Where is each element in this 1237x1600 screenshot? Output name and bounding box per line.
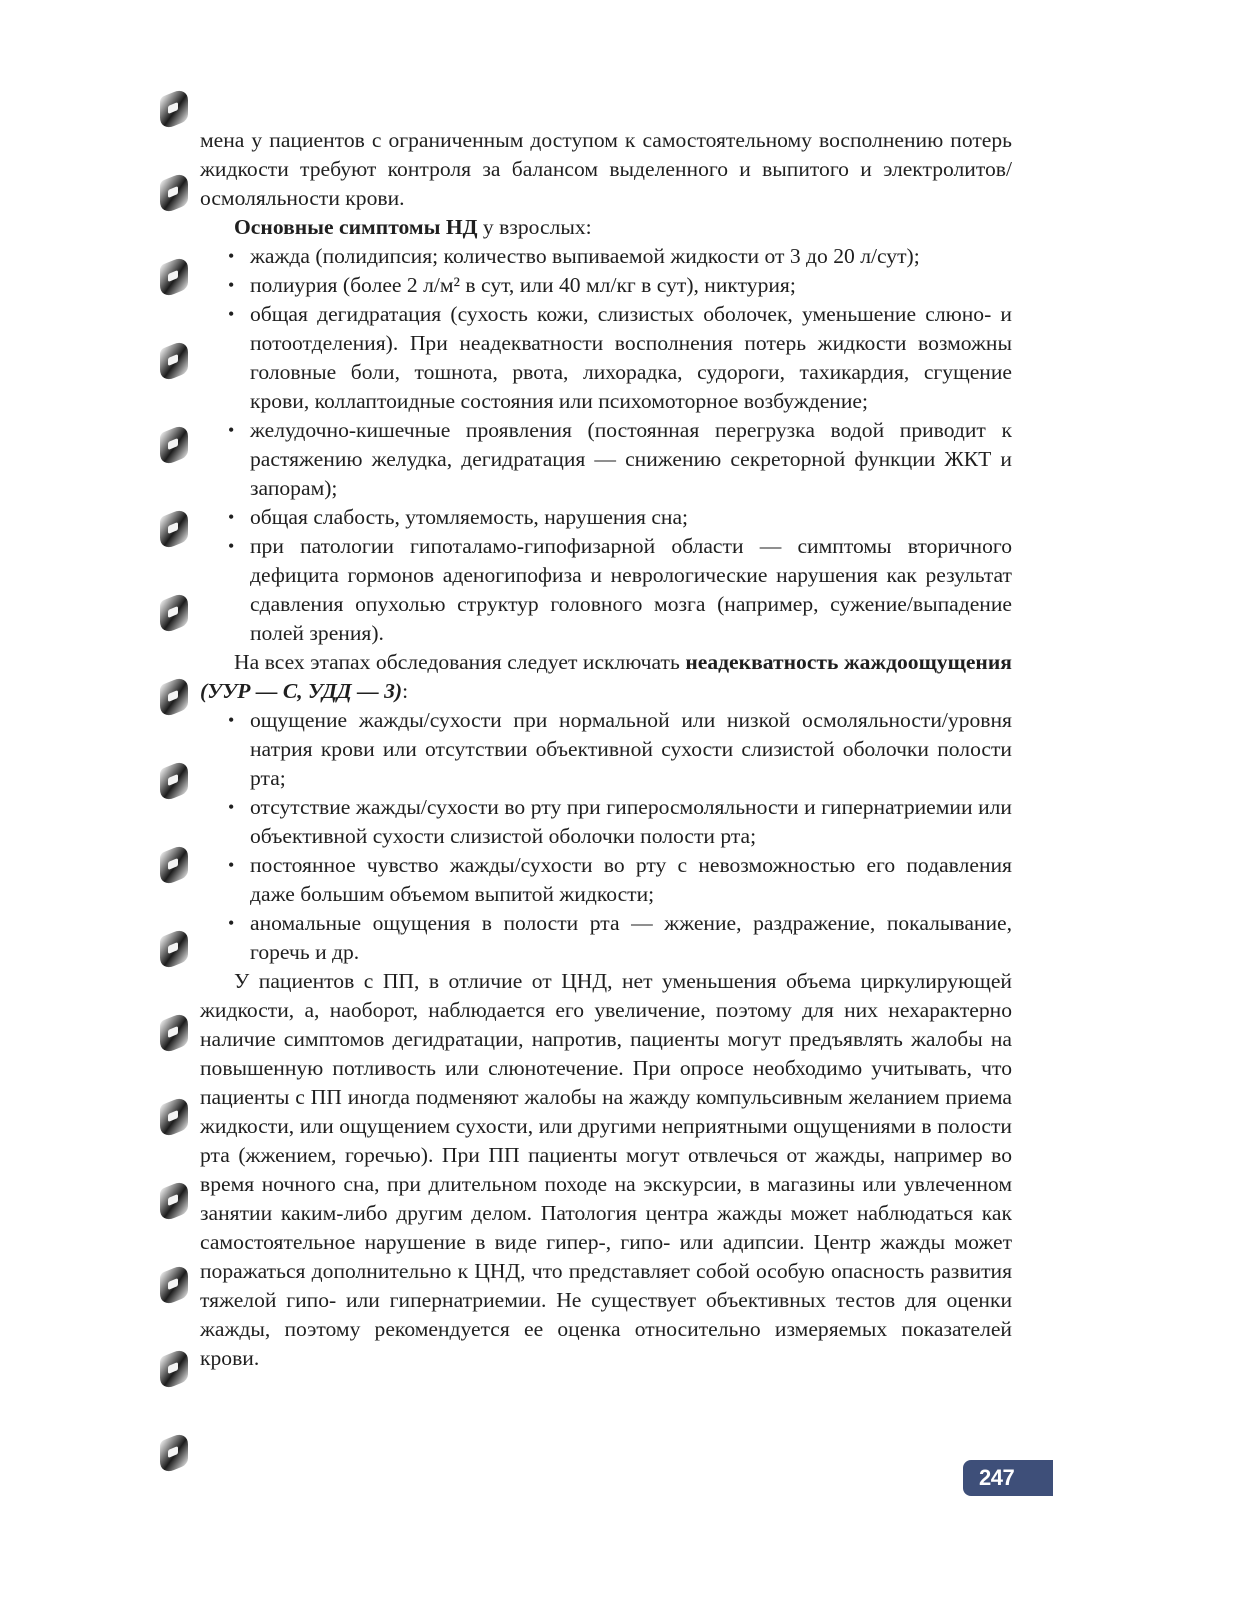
spiral-ring [158,508,190,554]
list-item: • желудочно-кишечные проявления (постоянная перегрузка водой приводит к растяжению желудка, дегидратация — снижению секреторной функции ЖКТ и запорам); [200,416,1012,503]
symptoms-heading-bold: Основные симптомы НД [234,215,478,239]
symptoms-heading [200,213,1012,242]
spiral-ring [158,1012,190,1058]
list-item: • постоянное чувство жажды/сухости во рту с невозможностью его подавления даже большим объемом выпитой жидкости; [200,851,1012,909]
spiral-binding [158,78,198,1538]
thirst-heading-normal: На всех этапах обследования следует исключать [234,650,686,674]
spiral-ring [158,1264,190,1310]
symptoms-heading-normal: у взрослых: [477,215,592,239]
thirst-heading-bold: неадекватность жаждоощущения [685,650,1012,674]
list-item: • аномальные ощущения в полости рта — жжение, раздражение, покалывание, горечь и др. [200,909,1012,967]
thirst-heading [200,648,1012,706]
page-text [200,126,1012,1373]
list-item: • общая слабость, утомляемость, нарушения сна; [200,503,1012,532]
list-item: • ощущение жажды/сухости при нормальной или низкой осмоляльности/уровня натрия крови или отсутствии объективной сухости слизистой оболочки полости рта; [200,706,1012,793]
spiral-ring [158,676,190,722]
spiral-ring [158,592,190,638]
list-item: • отсутствие жажды/сухости во рту при гиперосмоляльности и гипернатриемии или объективной сухости слизистой оболочки полости рта; [200,793,1012,851]
spiral-ring [158,88,190,134]
page-number: 247 [963,1460,1053,1496]
list-item: • полиурия (более 2 л/м² в сут, или 40 мл/кг в сут), никтурия; [200,271,1012,300]
thirst-heading-tail: : [402,679,409,703]
spiral-ring [158,340,190,386]
symptoms-list [200,242,1012,648]
intro-paragraph: мена у пациентов с ограниченным доступом к самостоятельному восполнению потерь жидкости требуют контроля за балансом выделенного и выпитого и электролитов/осмоляльности крови. [200,128,1012,210]
final-paragraph: У пациентов с ПП, в отличие от ЦНД, нет уменьшения объема циркулирующей жидкости, а, наоборот, наблюдается его увеличение, поэтому для них нехарактерно наличие симптомов дегидратации, напротив, пациенты могут предъявлять жалобы на повышенную потливость или слюнотечение. При опросе необходимо учитывать, что пациенты с ПП иногда подменяют жалобы на жажду компульсивным желанием приема жидкости, или ощущением сухости, или другими неприятными ощущениями в полости рта (жжением, горечью). При ПП пациенты могут отвлечься от жажды, например во время ночного сна, при длительном походе на экскурсии, в магазины или увлеченном занятии каким-либо другим делом. Патология центра жажды может наблюдаться как самостоятельное нарушение в виде гипер-, гипо- или адипсии. Центр жажды может поражаться дополнительно к ЦНД, что представляет собой особую опасность развития тяжелой гипо- или гипернатриемии. Не существует объективных тестов для оценки жажды, поэтому рекомендуется ее оценка относительно измеряемых показателей крови. [200,969,1012,1370]
spiral-ring [158,172,190,218]
spiral-ring [158,844,190,890]
spiral-ring [158,1096,190,1142]
spiral-ring [158,1180,190,1226]
list-item: • жажда (полидипсия; количество выпиваемой жидкости от 3 до 20 л/сут); [200,242,1012,271]
spiral-ring [158,760,190,806]
spiral-ring [158,256,190,302]
list-item: • при патологии гипоталамо-гипофизарной области — симптомы вторичного дефицита гормонов аденогипофиза и неврологические нарушения как результат сдавления опухолью структур головного мозга (например, сужение/выпадение полей зрения). [200,532,1012,648]
spiral-ring [158,928,190,974]
spiral-ring [158,424,190,470]
spiral-ring [158,1432,190,1478]
thirst-heading-evidence: (УУР — С, УДД — 3) [200,679,403,703]
spiral-ring [158,1348,190,1394]
list-item: • общая дегидратация (сухость кожи, слизистых оболочек, уменьшение слюно- и потоотделения). При неадекватности восполнения потерь жидкости возможны головные боли, тошнота, рвота, лихорадка, судороги, тахикардия, сгущение крови, коллаптоидные состояния или психомоторное возбуждение; [200,300,1012,416]
thirst-list [200,706,1012,967]
